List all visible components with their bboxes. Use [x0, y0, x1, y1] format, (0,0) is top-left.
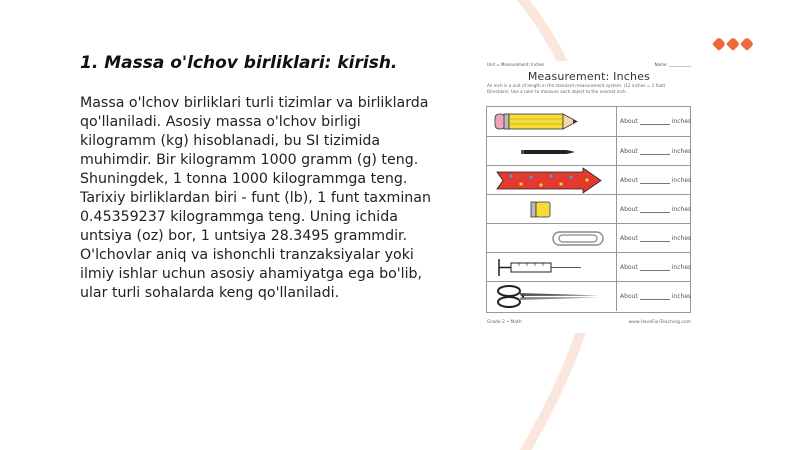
worksheet-title: Measurement: Inches [527, 70, 651, 83]
worksheet-header-right: Name: ___________ [654, 62, 691, 67]
unit-label: inches [671, 206, 692, 213]
worksheet-row [487, 136, 690, 166]
answer-blank [620, 118, 691, 125]
worksheet-table [486, 106, 691, 313]
worksheet-row [487, 252, 690, 282]
worksheet-header [487, 62, 691, 67]
crayon-icon [487, 137, 617, 166]
dot-icon [740, 37, 754, 51]
paperclip-icon [487, 224, 617, 253]
scissors-icon [487, 282, 617, 311]
worksheet-instruction-line: An inch is a unit of length in the standard measurement system. (12 inches = 1 foot) [487, 83, 666, 88]
about-label: About [620, 293, 638, 300]
unit-label: inches [671, 293, 692, 300]
worksheet-header-left: Unit = Measurement: Inches [487, 62, 545, 67]
worksheet-row [487, 194, 690, 224]
about-label: About [620, 177, 638, 184]
about-label: About [620, 264, 638, 271]
unit-label: inches [671, 264, 692, 271]
worksheet-row [487, 223, 690, 253]
worksheet-instructions [487, 83, 691, 95]
unit-label: inches [671, 235, 692, 242]
unit-label: inches [671, 118, 692, 125]
worksheet-row [487, 281, 690, 311]
worksheet-image [484, 61, 694, 333]
answer-blank [620, 177, 691, 184]
slide-title: 1. Massa o'lchov birliklari: kirish. [80, 53, 398, 73]
answer-blank [620, 206, 691, 213]
about-label: About [620, 148, 638, 155]
answer-blank [620, 293, 691, 300]
worksheet-footer [487, 320, 691, 325]
worksheet-row [487, 107, 690, 136]
answer-blank [620, 235, 691, 242]
arrow-icon [487, 166, 617, 195]
about-label: About [620, 118, 638, 125]
eraser-icon [487, 195, 617, 224]
unit-label: inches [671, 177, 692, 184]
slide-paragraph: Massa o'lchov birliklari turli tizimlar va birliklarda qo'llaniladi. Asosiy massa o'lchov birligi kilogramm (kg) hisoblanadi, bu SI tizimida muhimdir. Bir kilogramm 1000 gramm (g) teng. Shuningdek, 1 tonna 1000 kilogrammga teng. Tarixiy birliklardan biri - funt (lb), 1 funt taxminan 0.45359237 kilogrammga teng. Uning ichida untsiya (oz) bor, 1 untsiya 28.3495 grammdir. O'lchovlar aniq va ishonchli tranzaksiyalar yoki ilmiy ishlar uchun asosiy ahamiyatga ega bo'lib, ular turli sohalarda keng qo'llaniladi. [80, 95, 431, 301]
syringe-icon [487, 253, 617, 282]
three-dots-icon [714, 39, 752, 49]
answer-blank [620, 148, 691, 155]
worksheet-row [487, 165, 690, 195]
about-label: About [620, 206, 638, 213]
answer-blank [620, 264, 691, 271]
worksheet-instruction-line: Directions: Use a ruler to measure each object to the nearest inch. [487, 89, 627, 94]
worksheet-footer-right: www.HaveFunTeaching.com [628, 320, 691, 325]
about-label: About [620, 235, 638, 242]
dot-icon [712, 37, 726, 51]
pencil-icon [487, 107, 617, 136]
dot-icon [726, 37, 740, 51]
worksheet-footer-left: Grade 2 • Math [487, 320, 522, 325]
unit-label: inches [671, 148, 692, 155]
